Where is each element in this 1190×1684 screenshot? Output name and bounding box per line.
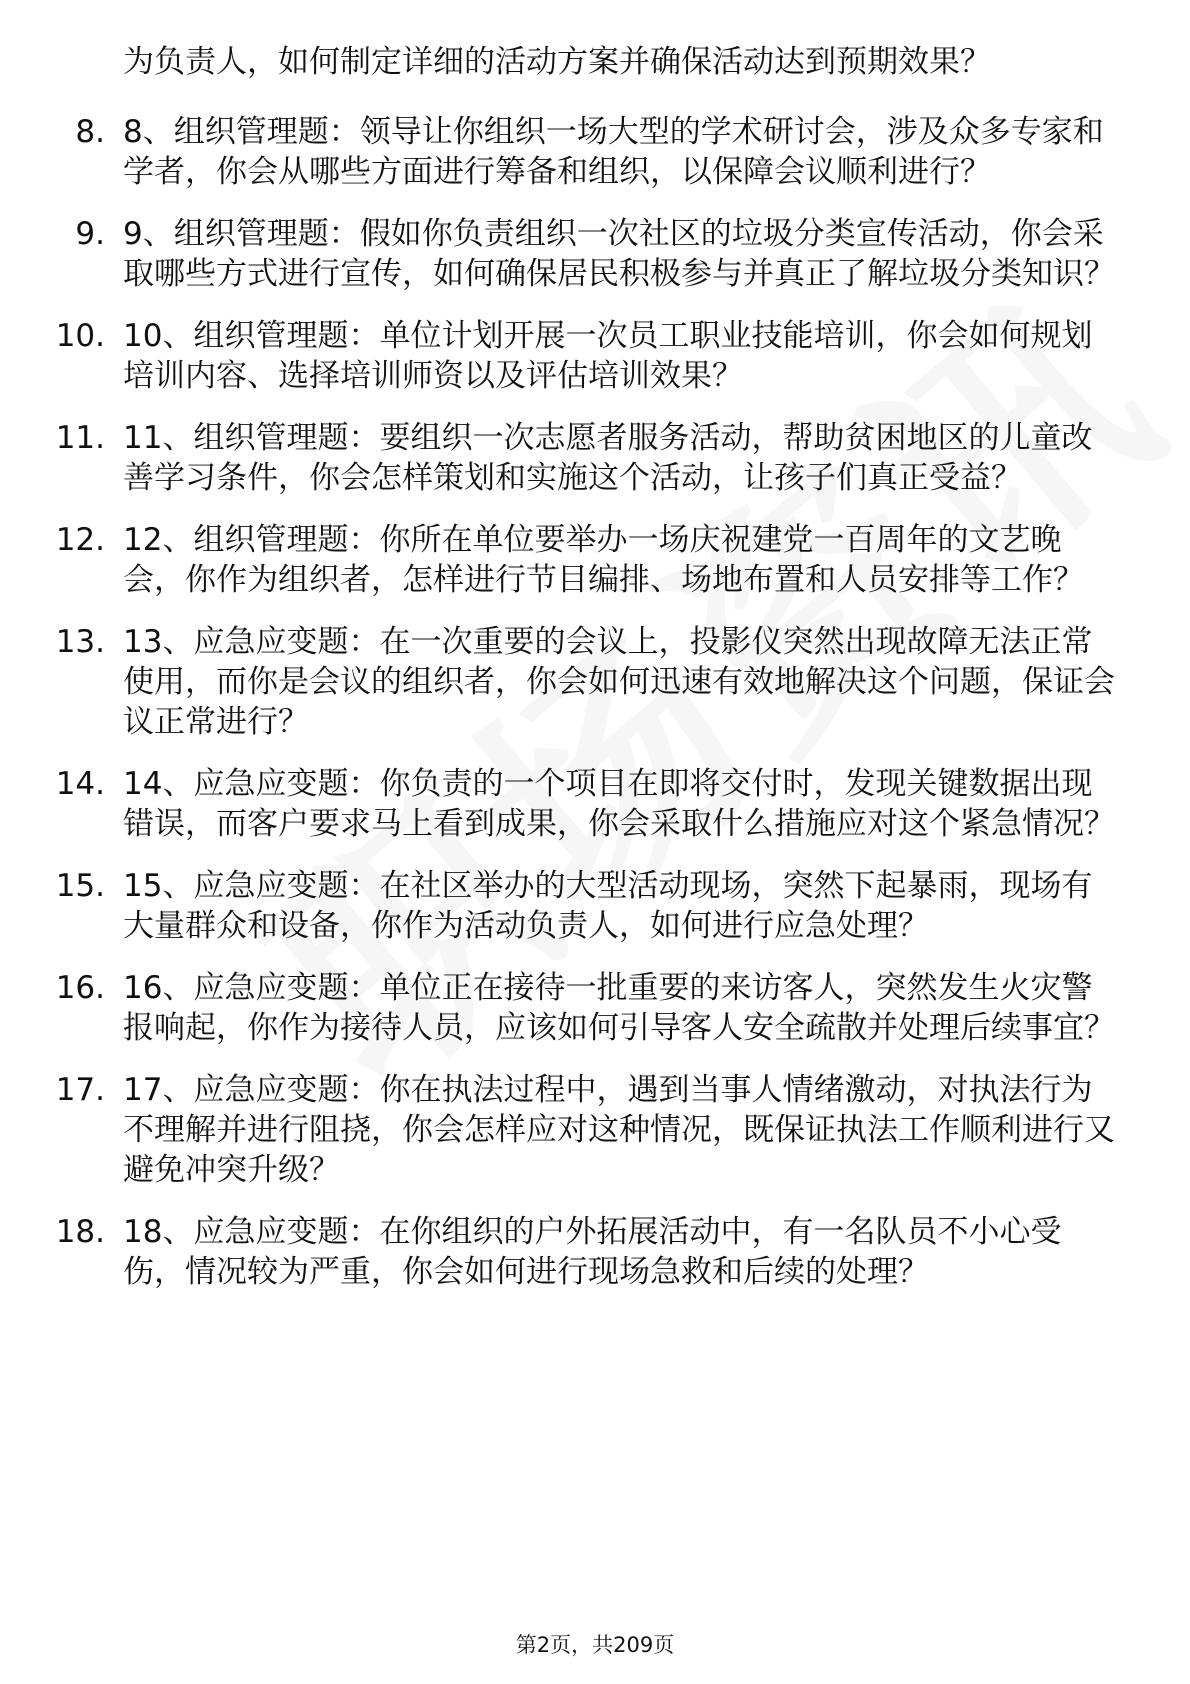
item-text: 17、应急应变题：你在执法过程中，遇到当事人情绪激动，对执法行为不理解并进行阻挠，你会怎样应对这种情况，既保证执法工作顺利进行又避免冲突升级？	[123, 1072, 1115, 1188]
list-item	[0, 968, 1190, 1048]
item-number: 12.	[55, 522, 105, 558]
list-item	[0, 214, 1190, 294]
item-text: 10、组织管理题：单位计划开展一次员工职业技能培训，你会如何规划培训内容、选择培训师资以及评估培训效果？	[123, 318, 1093, 394]
item-text: 18、应急应变题：在你组织的户外拓展活动中，有一名队员不小心受伤，情况较为严重，你会如何进行现场急救和后续的处理？	[123, 1214, 1062, 1290]
item-number: 16.	[55, 970, 105, 1006]
item-text: 8、组织管理题：领导让你组织一场大型的学术研讨会，涉及众多专家和学者，你会从哪些方面进行筹备和组织，以保障会议顺利进行？	[123, 114, 1104, 190]
item-text: 11、组织管理题：要组织一次志愿者服务活动，帮助贫困地区的儿童改善学习条件，你会怎样策划和实施这个活动，让孩子们真正受益？	[123, 420, 1093, 496]
item-number: 18.	[55, 1214, 105, 1250]
item-number: 13.	[55, 624, 105, 660]
continuation-text: 为负责人，如何制定详细的活动方案并确保活动达到预期效果？	[123, 44, 991, 80]
item-text: 16、应急应变题：单位正在接待一批重要的来访客人，突然发生火灾警报响起，你作为接待人员，应该如何引导客人安全疏散并处理后续事宜？	[123, 970, 1115, 1046]
list-item	[0, 520, 1190, 600]
list-item	[0, 1070, 1190, 1190]
list-item	[0, 316, 1190, 396]
list-item	[0, 866, 1190, 946]
item-number: 15.	[55, 868, 105, 904]
item-number: 14.	[55, 766, 105, 802]
item-text: 9、组织管理题：假如你负责组织一次社区的垃圾分类宣传活动，你会采取哪些方式进行宣传，如何确保居民积极参与并真正了解垃圾分类知识？	[123, 216, 1115, 292]
item-text: 13、应急应变题：在一次重要的会议上，投影仪突然出现故障无法正常使用，而你是会议的组织者，你会如何迅速有效地解决这个问题，保证会议正常进行？	[123, 624, 1115, 740]
item-number: 9.	[75, 216, 105, 252]
item-number: 8.	[75, 114, 105, 150]
item-text: 15、应急应变题：在社区举办的大型活动现场，突然下起暴雨，现场有大量群众和设备，你作为活动负责人，如何进行应急处理？	[123, 868, 1093, 944]
question-list	[0, 112, 1190, 1314]
list-item	[0, 112, 1190, 192]
item-number: 11.	[55, 420, 105, 456]
item-number: 10.	[55, 318, 105, 354]
list-item	[0, 764, 1190, 844]
list-item	[0, 1212, 1190, 1292]
item-text: 14、应急应变题：你负责的一个项目在即将交付时，发现关键数据出现错误，而客户要求马上看到成果，你会采取什么措施应对这个紧急情况？	[123, 766, 1115, 842]
list-item	[0, 418, 1190, 498]
page-footer: 第2页，共209页	[515, 1633, 675, 1657]
item-text: 12、组织管理题：你所在单位要举办一场庆祝建党一百周年的文艺晚会，你作为组织者，怎样进行节目编排、场地布置和人员安排等工作？	[123, 522, 1084, 598]
item-number: 17.	[55, 1072, 105, 1108]
list-item	[0, 622, 1190, 742]
